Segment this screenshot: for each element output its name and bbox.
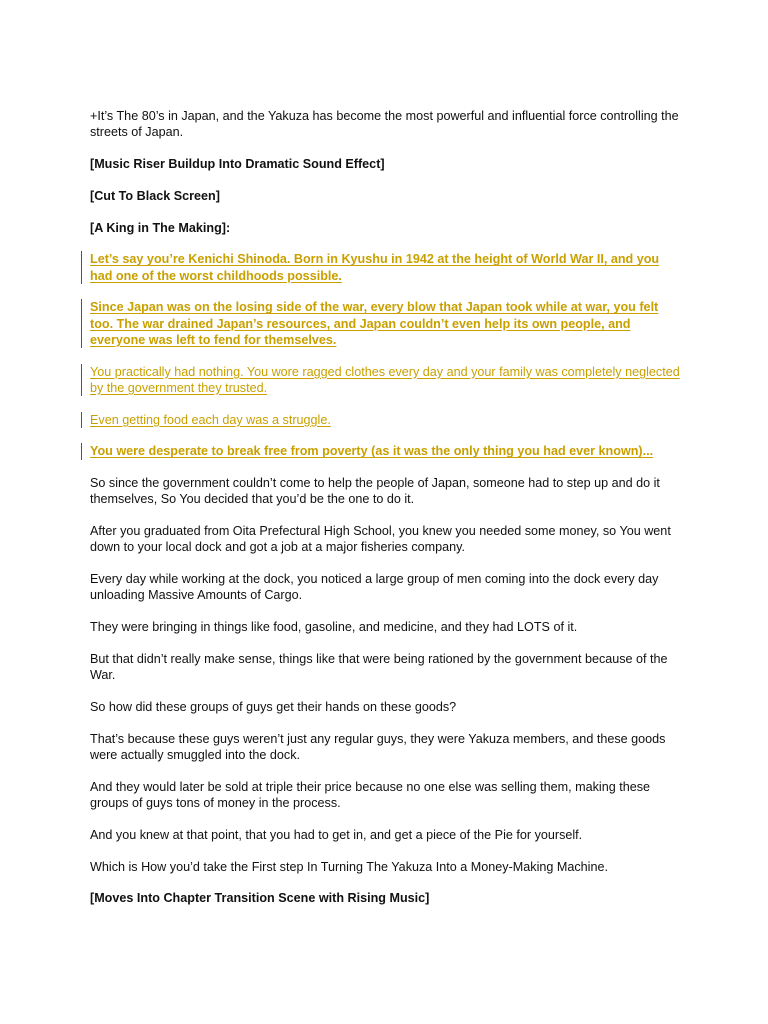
document-paragraph [90, 108, 682, 140]
document-paragraph [90, 651, 682, 683]
paragraph-text: They were bringing in things like food, gasoline, and medicine, and they had LOTS of it. [90, 620, 578, 635]
paragraph-text: Every day while working at the dock, you noticed a large group of men coming into the dock every day unloading Massive Amounts of Cargo. [90, 572, 659, 603]
change-bar [81, 412, 82, 428]
change-bar [81, 299, 82, 348]
document-paragraph [90, 619, 682, 635]
document-paragraph [90, 890, 682, 906]
paragraph-text: Since Japan was on the losing side of the war, every blow that Japan took while at war, you felt too. The war drained Japan’s resources, and Japan couldn’t even help its own people, and everyone was left to fend for themselves. [90, 300, 659, 347]
paragraph-text: Which is How you’d take the First step In Turning The Yakuza Into a Money-Making Machine. [90, 859, 608, 874]
paragraph-text: [A King in The Making]: [90, 220, 231, 235]
change-bar [81, 364, 82, 396]
document-paragraph [90, 188, 682, 204]
change-bar [81, 443, 82, 459]
paragraph-text: After you graduated from Oita Prefectural High School, you knew you needed some money, so You went down to your local dock and got a job at a major fisheries company. [90, 524, 671, 555]
document-paragraph [90, 571, 682, 603]
document-body[interactable] [90, 108, 682, 922]
paragraph-text: [Music Riser Buildup Into Dramatic Sound Effect] [90, 157, 385, 171]
document-paragraph [90, 156, 682, 172]
paragraph-text: But that didn’t really make sense, things like that were being rationed by the government because of the War. [90, 651, 668, 683]
paragraph-text: So since the government couldn’t come to help the people of Japan, someone had to step up and do it themselves, So You decided that you’d be the one to do it. [90, 476, 660, 507]
paragraph-text: And you knew at that point, that you had to get in, and get a piece of the Pie for yourself. [90, 827, 583, 842]
paragraph-text: So how did these groups of guys get their hands on these goods? [90, 699, 457, 714]
document-paragraph [90, 779, 682, 811]
document-paragraph [90, 523, 682, 555]
paragraph-text: [Moves Into Chapter Transition Scene with Rising Music] [90, 891, 430, 906]
paragraph-text: You practically had nothing. You wore ragged clothes every day and your family was completely neglected by the government they trusted. [90, 364, 680, 395]
tracked-change-paragraph [90, 251, 682, 283]
document-paragraph [90, 859, 682, 875]
document-paragraph [90, 827, 682, 843]
document-paragraph [90, 731, 682, 763]
paragraph-text: You were desperate to break free from poverty (as it was the only thing you had ever known)... [90, 444, 654, 459]
paragraph-text: And they would later be sold at triple their price because no one else was selling them, making these groups of guys tons of money in the process. [90, 779, 651, 810]
document-paragraph [90, 475, 682, 507]
paragraph-text: That’s because these guys weren’t just any regular guys, they were Yakuza members, and these goods were actually smuggled into the dock. [90, 731, 666, 762]
tracked-change-paragraph [90, 443, 682, 459]
paragraph-text: Even getting food each day was a struggle. [90, 412, 331, 427]
paragraph-text: +It’s The 80’s in Japan, and the Yakuza has become the most powerful and influential force controlling the streets of Japan. [90, 109, 679, 140]
tracked-change-paragraph [90, 364, 682, 396]
document-paragraph [90, 220, 682, 236]
document-paragraph [90, 699, 682, 715]
change-bar [81, 251, 82, 283]
tracked-change-paragraph [90, 299, 682, 348]
tracked-change-paragraph [90, 412, 682, 428]
paragraph-text: Let’s say you’re Kenichi Shinoda. Born in Kyushu in 1942 at the height of World War II, and you had one of the worst childhoods possible. [90, 252, 660, 283]
paragraph-text: [Cut To Black Screen] [90, 188, 220, 203]
